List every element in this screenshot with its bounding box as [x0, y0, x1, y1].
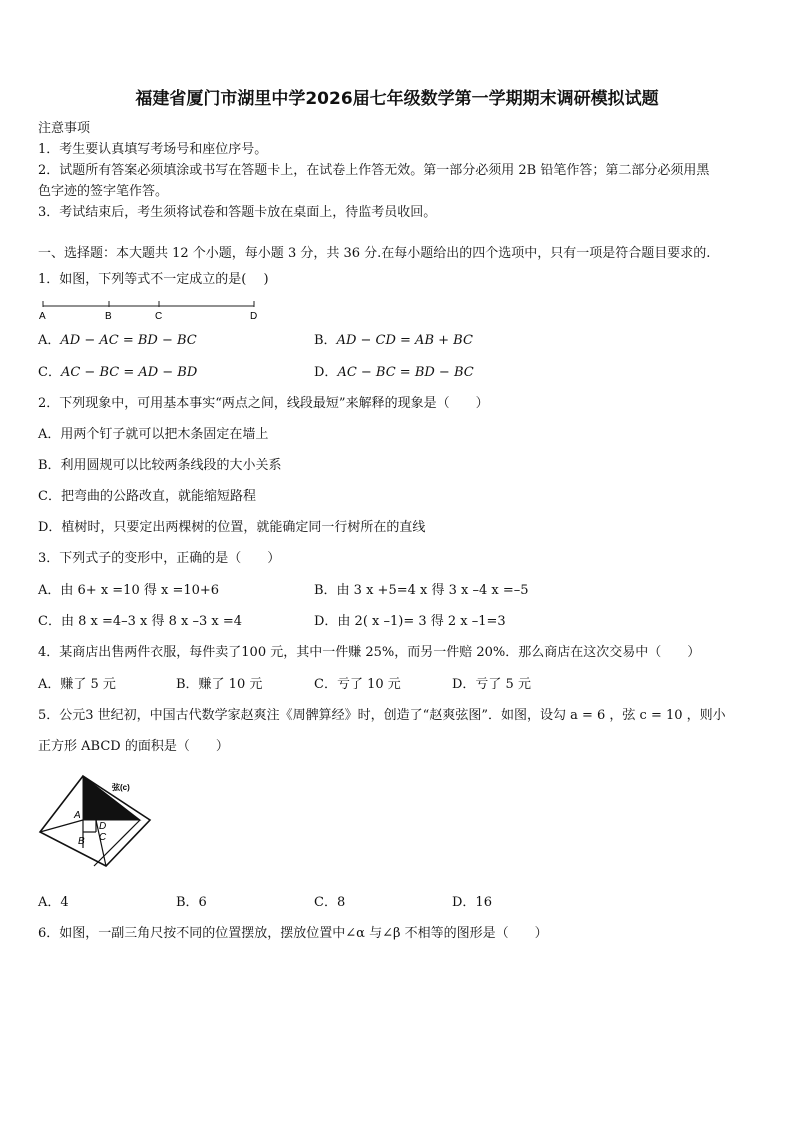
vertex-d-label: D: [99, 821, 107, 832]
question-2-option-b[interactable]: B．利用圆规可以比较两条线段的大小关系: [38, 458, 282, 473]
question-1-option-d[interactable]: [314, 365, 474, 381]
option-expr: AC − BC = AD − BD: [60, 365, 198, 380]
page-title: 福建省厦门市湖里中学2026届七年级数学第一学期期末调研模拟试题: [135, 89, 659, 109]
question-3-stem: 3．下列式子的变形中，正确的是（ ）: [38, 551, 281, 566]
question-5-option-d[interactable]: D．16: [452, 895, 492, 910]
vertex-b-label: B: [78, 836, 85, 847]
question-5-option-b[interactable]: B．6: [176, 895, 207, 910]
section-header: 一、选择题：本大题共 12 个小题，每小题 3 分，共 36 分.在每小题给出的四个选项中，只有一项是符合题目要求的.: [38, 246, 711, 261]
question-1-segment-figure: [38, 298, 268, 324]
option-label: D．: [314, 365, 338, 380]
notice-item-2-cont: 色字迹的签字笔作答。: [38, 184, 169, 199]
notice-item-3: 3．考试结束后，考生须将试卷和答题卡放在桌面上，待监考员收回。: [38, 205, 437, 220]
question-3-option-d[interactable]: D．由 2( x –1)= 3 得 2 x –1=3: [314, 614, 506, 629]
question-5-option-a[interactable]: A．4: [38, 895, 69, 910]
question-4-stem: 4．某商店出售两件衣服，每件卖了100 元，其中一件赚 25%，而另一件赔 20%．那么商店在这次交易中（ ）: [38, 645, 701, 660]
question-2-option-d[interactable]: D．植树时，只要定出两棵树的位置，就能确定同一行树所在的直线: [38, 520, 426, 535]
question-6-stem: 6．如图，一副三角尺按不同的位置摆放，摆放位置中∠α 与∠β 不相等的图形是（ ）: [38, 926, 548, 941]
question-4-option-a[interactable]: A．赚了 5 元: [38, 677, 116, 692]
question-3-option-b[interactable]: B．由 3 x +5=4 x 得 3 x –4 x =–5: [314, 583, 529, 598]
option-label: A．: [38, 333, 61, 348]
point-a-label: A: [39, 311, 46, 322]
option-expr: AD − CD = AB + BC: [336, 333, 473, 348]
question-4-option-b[interactable]: B．赚了 10 元: [176, 677, 263, 692]
notice-item-1: 1．考生要认真填写考场号和座位序号。: [38, 142, 268, 157]
question-5-stem-line-2: 正方形 ABCD 的面积是（ ）: [38, 739, 229, 754]
point-d-label: D: [250, 311, 258, 322]
question-1-stem: 1．如图，下列等式不一定成立的是( ): [38, 272, 269, 287]
question-2-option-c[interactable]: C．把弯曲的公路改直，就能缩短路程: [38, 489, 256, 504]
question-4-option-d[interactable]: D．亏了 5 元: [452, 677, 531, 692]
zhao-shuang-chord-diagram: [38, 772, 156, 870]
point-c-label: C: [155, 311, 163, 322]
option-expr: AC − BC = BD − BC: [337, 365, 474, 380]
question-1-option-b[interactable]: [314, 333, 473, 349]
question-3-option-a[interactable]: A．由 6+ x =10 得 x =10+6: [38, 583, 220, 598]
question-1-option-a[interactable]: [38, 333, 197, 349]
option-expr: AD − AC = BD − BC: [60, 333, 197, 348]
option-label: C．: [38, 365, 61, 380]
question-1-option-c[interactable]: [38, 365, 197, 381]
notice-heading: 注意事项: [38, 121, 91, 136]
question-3-option-c[interactable]: C．由 8 x =4–3 x 得 8 x –3 x =4: [38, 614, 243, 629]
question-4-option-c[interactable]: C．亏了 10 元: [314, 677, 401, 692]
notice-item-2: 2．试题所有答案必须填涂或书写在答题卡上，在试卷上作答无效。第一部分必须用 2B 铅笔作答；第二部分必须用黑: [38, 163, 710, 178]
vertex-a-label: A: [74, 810, 81, 821]
option-label: B．: [314, 333, 337, 348]
point-b-label: B: [105, 311, 112, 322]
question-5-option-c[interactable]: C．8: [314, 895, 346, 910]
question-2-stem: 2．下列现象中，可用基本事实“两点之间，线段最短”来解释的现象是（ ）: [38, 396, 489, 411]
vertex-c-label: C: [99, 832, 107, 843]
question-5-stem-line-1: 5．公元3 世纪初，中国古代数学家赵爽注《周髀算经》时，创造了“赵爽弦图”．如图，设勾 a = 6 ，弦 c = 10 ，则小: [38, 708, 726, 723]
question-2-option-a[interactable]: A．用两个钉子就可以把木条固定在墙上: [38, 427, 269, 442]
chord-label: 弦(c): [112, 783, 130, 792]
